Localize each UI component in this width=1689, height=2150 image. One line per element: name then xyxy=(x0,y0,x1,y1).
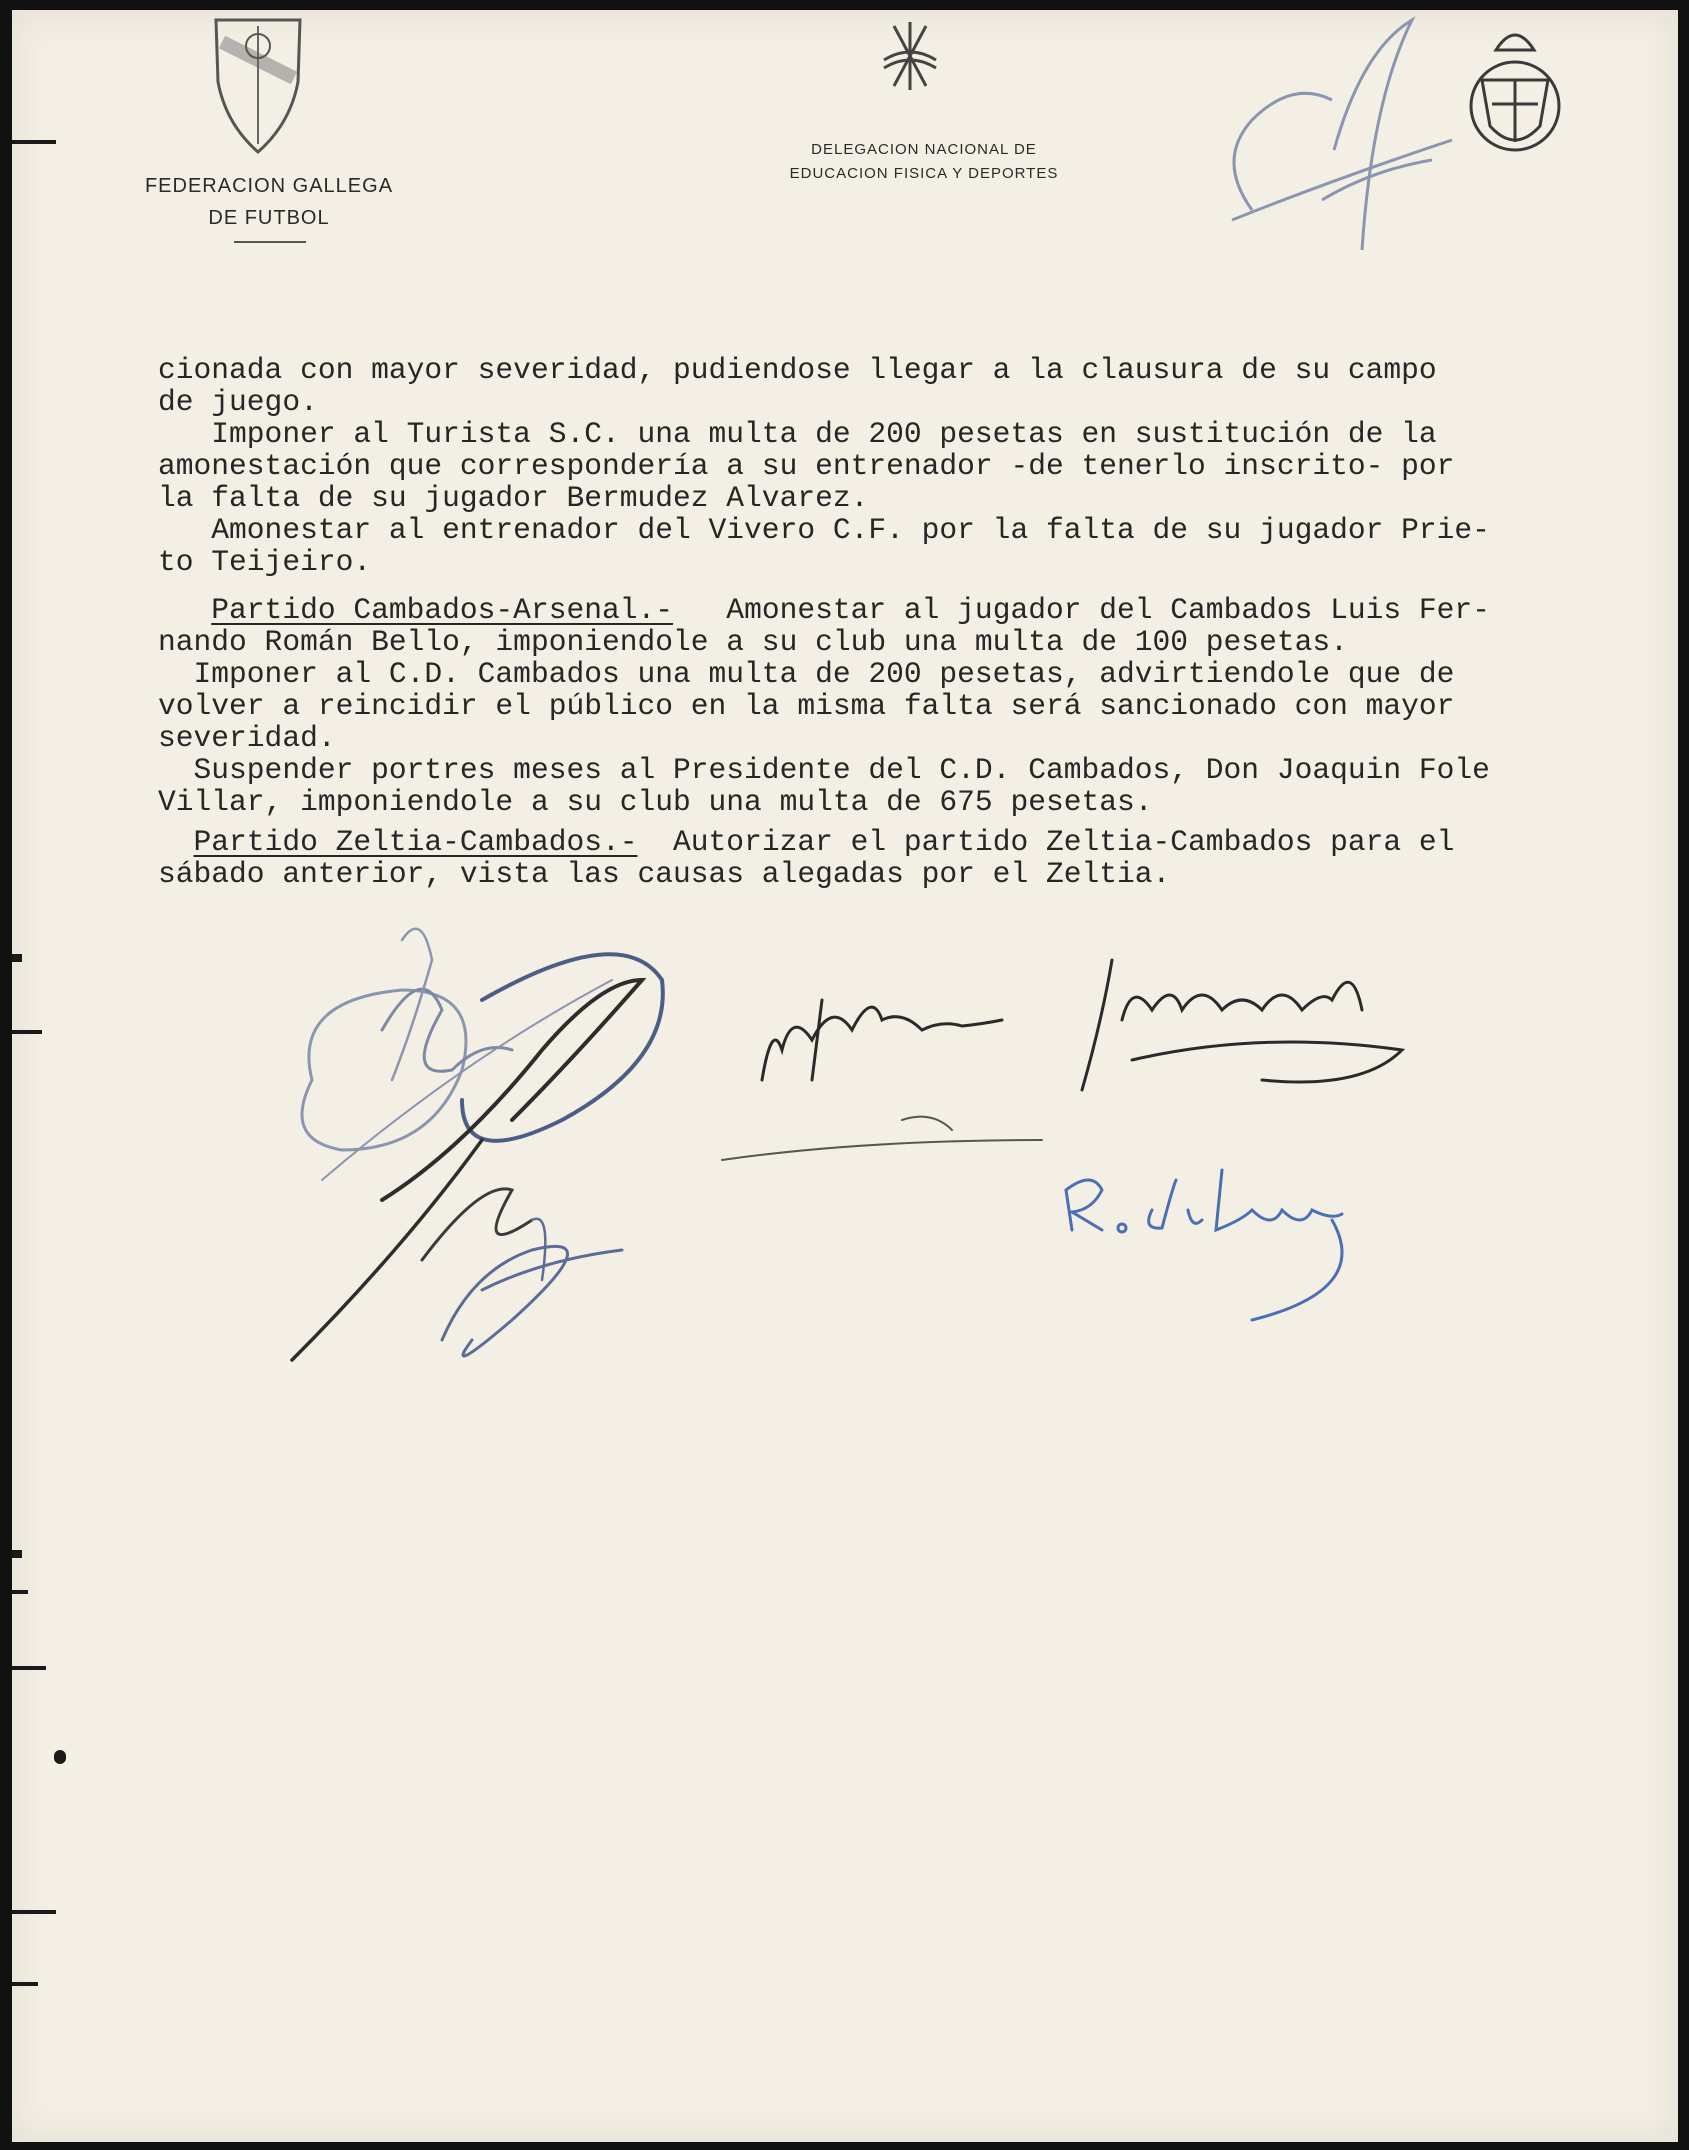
signature-center xyxy=(702,960,1102,1180)
body-line-rest: Amonestar al jugador del Cambados Luis Fer- xyxy=(673,593,1490,627)
body-line: amonestación que correspondería a su entrenador -de tenerlo inscrito- por xyxy=(158,449,1455,483)
binding-mark xyxy=(12,954,22,962)
yoke-arrows-emblem xyxy=(880,16,940,96)
delegation-name-line2: EDUCACION FISICA Y DEPORTES xyxy=(789,165,1059,182)
body-line: Amonestar al entrenador del Vivero C.F. por la falta de su jugador Prie- xyxy=(158,513,1490,547)
body-line: sábado anterior, vista las causas alegadas por el Zeltia. xyxy=(158,857,1171,891)
pencil-signature-top xyxy=(1212,10,1472,270)
section-heading-zeltia-cambados: Partido Zeltia-Cambados.- xyxy=(193,825,638,859)
body-line xyxy=(158,826,1658,858)
body-line: Imponer al Turista S.C. una multa de 200 pesetas en sustitución de la xyxy=(158,417,1437,451)
binding-mark xyxy=(54,1750,66,1764)
binding-mark xyxy=(12,1550,22,1558)
body-line xyxy=(158,594,1658,626)
resolution-text xyxy=(158,354,1658,890)
body-line: Villar, imponiendole a su club una multa de 675 pesetas. xyxy=(158,785,1153,819)
binding-mark xyxy=(12,1666,46,1670)
binding-mark xyxy=(12,1590,28,1594)
body-line: volver a reincidir el público en la misma falta será sancionado con mayor xyxy=(158,689,1455,723)
delegation-name xyxy=(754,138,1094,186)
header-rule xyxy=(234,241,306,243)
signature-right xyxy=(1062,940,1422,1110)
body-line: nando Román Bello, imponiendole a su club una multa de 100 pesetas. xyxy=(158,625,1348,659)
binding-mark xyxy=(12,1030,42,1034)
binding-mark xyxy=(12,1982,38,1986)
federation-name xyxy=(104,170,434,234)
body-line: la falta de su jugador Bermudez Alvarez. xyxy=(158,481,869,515)
body-line: to Teijeiro. xyxy=(158,545,372,579)
delegation-name-line1: DELEGACION NACIONAL DE xyxy=(811,141,1037,158)
section-heading-cambados-arsenal: Partido Cambados-Arsenal.- xyxy=(211,593,674,627)
document-page xyxy=(12,10,1678,2142)
body-line: cionada con mayor severidad, pudiendose llegar a la clausura de su campo xyxy=(158,353,1437,387)
body-line-rest: Autorizar el partido Zeltia-Cambados para el xyxy=(637,825,1455,859)
federation-name-line1: FEDERACION GALLEGA xyxy=(144,175,394,197)
binding-mark xyxy=(12,140,56,144)
federation-name-line2: DE FUTBOL xyxy=(208,207,330,229)
body-line: Suspender portres meses al Presidente del C.D. Cambados, Don Joaquin Fole xyxy=(158,753,1490,787)
body-line: de juego. xyxy=(158,385,318,419)
crown-crest-emblem xyxy=(1460,14,1570,164)
body-line: Imponer al C.D. Cambados una multa de 200 pesetas, advirtiendole que de xyxy=(158,657,1455,691)
binding-mark xyxy=(12,1910,56,1914)
federation-shield-logo xyxy=(210,12,306,158)
body-line: severidad. xyxy=(158,721,336,755)
blue-signature xyxy=(1052,1150,1392,1330)
